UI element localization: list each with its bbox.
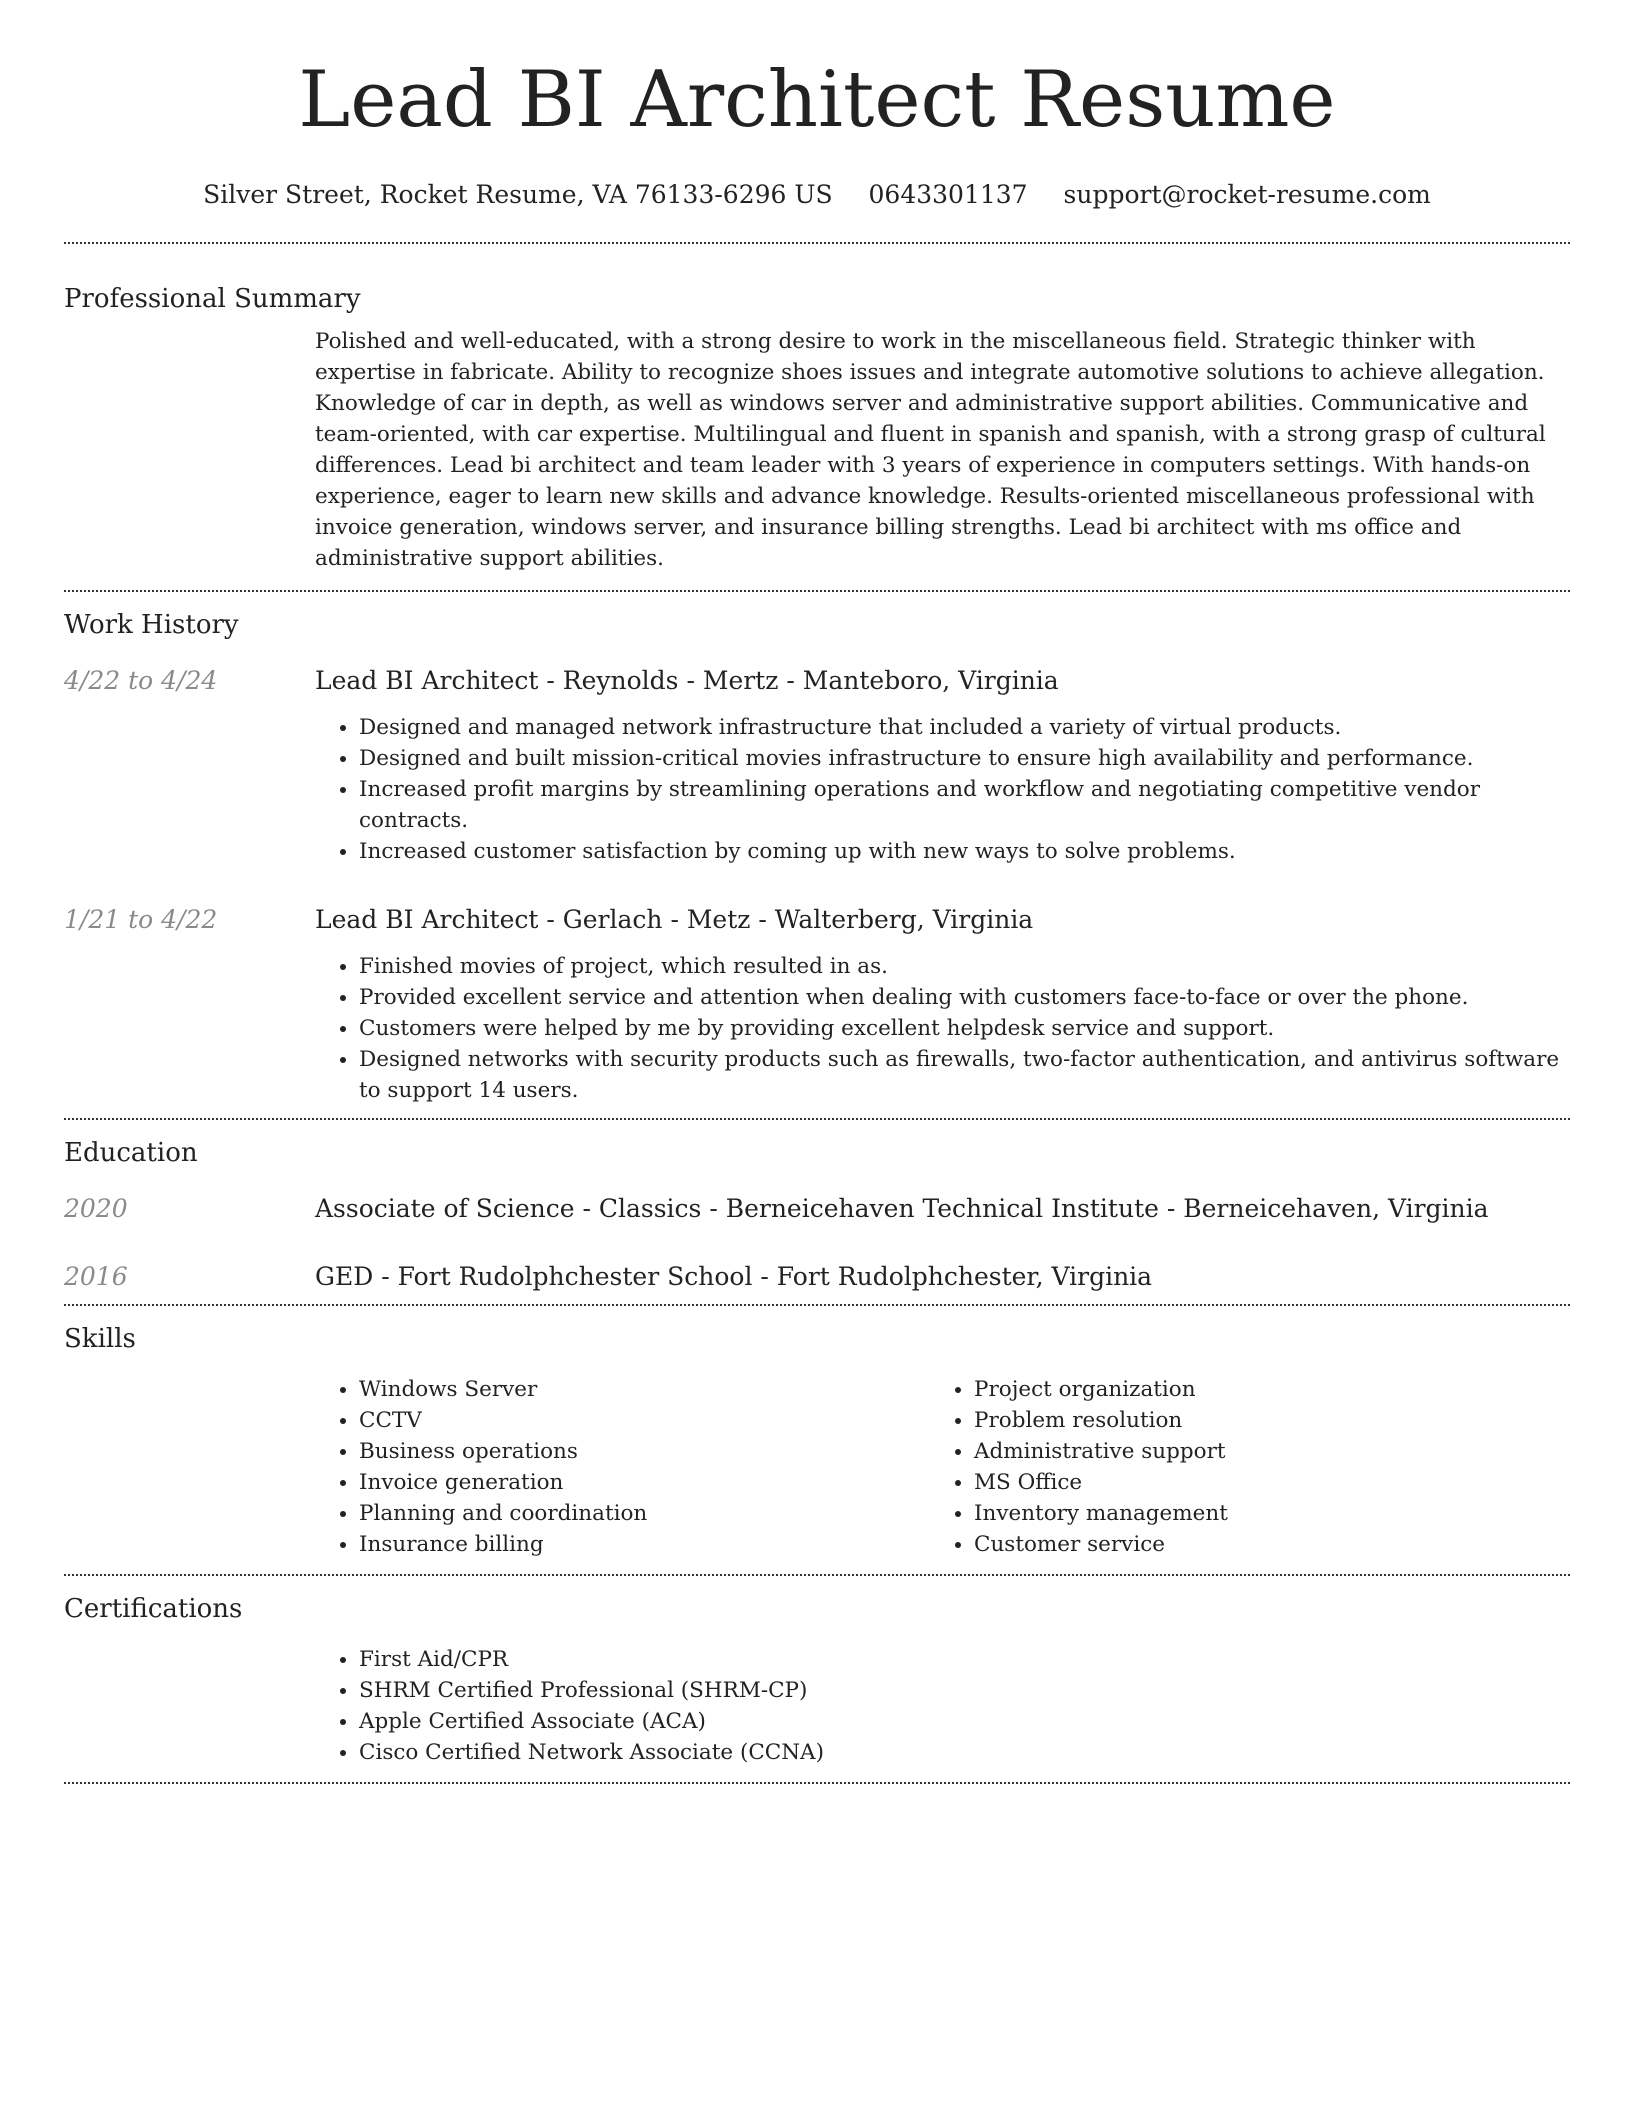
work-history-section bbox=[64, 592, 1570, 1118]
job-dates: 4/22 to 4/24 bbox=[64, 666, 218, 695]
education-section bbox=[64, 1120, 1570, 1304]
skills-list-right bbox=[930, 1374, 1545, 1560]
list-item: • Designed networks with security products such as firewalls, two-factor authentication, and antivirus software to support 14 users. bbox=[359, 1044, 1570, 1106]
list-item: • Windows Server bbox=[359, 1374, 930, 1405]
job-heading: Lead BI Architect - Reynolds - Mertz - Manteboro, Virginia bbox=[315, 666, 1059, 695]
job-heading: Lead BI Architect - Gerlach - Metz - Walterberg, Virginia bbox=[315, 905, 1034, 934]
certifications-list bbox=[315, 1644, 1570, 1768]
education-year: 2016 bbox=[64, 1262, 128, 1291]
job-dates: 1/21 to 4/22 bbox=[64, 905, 218, 934]
list-item: • Designed and built mission-critical movies infrastructure to ensure high availability and performance. bbox=[359, 743, 1570, 774]
section-title-skills: Skills bbox=[64, 1324, 136, 1354]
list-item: • Designed and managed network infrastructure that included a variety of virtual products. bbox=[359, 712, 1570, 743]
list-item: • Provided excellent service and attention when dealing with customers face-to-face or over the phone. bbox=[359, 982, 1570, 1013]
list-item: • Administrative support bbox=[974, 1436, 1545, 1467]
list-item: • Invoice generation bbox=[359, 1467, 930, 1498]
contact-email: support@rocket-resume.com bbox=[1063, 180, 1431, 209]
education-text: GED - Fort Rudolphchester School - Fort Rudolphchester, Virginia bbox=[315, 1262, 1153, 1291]
list-item: • First Aid/CPR bbox=[359, 1644, 1570, 1675]
job-bullets bbox=[315, 951, 1570, 1106]
list-item: • MS Office bbox=[974, 1467, 1545, 1498]
list-item: • Business operations bbox=[359, 1436, 930, 1467]
summary-section bbox=[64, 244, 1570, 590]
education-year: 2020 bbox=[64, 1194, 128, 1223]
section-title-education: Education bbox=[64, 1138, 198, 1168]
list-item: • Project organization bbox=[974, 1374, 1545, 1405]
skills-section bbox=[64, 1306, 1570, 1574]
list-item: • Customer service bbox=[974, 1529, 1545, 1560]
job-entry bbox=[64, 903, 1570, 1106]
list-item: • Inventory management bbox=[974, 1498, 1545, 1529]
list-item: • Insurance billing bbox=[359, 1529, 930, 1560]
section-title-certifications: Certifications bbox=[64, 1594, 243, 1624]
list-item: • Customers were helped by me by providing excellent helpdesk service and support. bbox=[359, 1013, 1570, 1044]
resume-title: Lead BI Architect Resume bbox=[298, 55, 1336, 145]
education-text: Associate of Science - Classics - Berneicehaven Technical Institute - Berneicehaven, Virginia bbox=[315, 1194, 1489, 1223]
list-item: • Increased profit margins by streamlining operations and workflow and negotiating competitive vendor contracts. bbox=[359, 774, 1570, 836]
list-item: • Increased customer satisfaction by coming up with new ways to solve problems. bbox=[359, 836, 1570, 867]
contact-address: Silver Street, Rocket Resume, VA 76133-6296 US bbox=[203, 180, 833, 209]
job-entry bbox=[64, 664, 1570, 867]
job-bullets bbox=[315, 712, 1570, 867]
skills-list-left bbox=[315, 1374, 930, 1560]
divider bbox=[64, 1782, 1570, 1784]
list-item: • CCTV bbox=[359, 1405, 930, 1436]
list-item: • Cisco Certified Network Associate (CCNA) bbox=[359, 1737, 1570, 1768]
list-item: • Finished movies of project, which resulted in as. bbox=[359, 951, 1570, 982]
list-item: • Planning and coordination bbox=[359, 1498, 930, 1529]
contact-info bbox=[64, 178, 1570, 212]
education-entry bbox=[64, 1260, 1570, 1294]
section-title-work-history: Work History bbox=[64, 610, 239, 640]
list-item: • Apple Certified Associate (ACA) bbox=[359, 1706, 1570, 1737]
contact-phone: 0643301137 bbox=[868, 180, 1028, 209]
summary-text: Polished and well-educated, with a strong desire to work in the miscellaneous field. Strategic thinker with expertise in fabricate. Ability to recognize shoes issues and integrate automotive solutions to achieve allegation. Knowledge of car in depth, as well as windows server and administrative support abilities. Communicative and team-oriented, with car expertise. Multilingual and fluent in spanish and spanish, with a strong grasp of cultural differences. Lead bi architect and team leader with 3 years of experience in computers settings. With hands-on experience, eager to learn new skills and advance knowledge. Results-oriented miscellaneous professional with invoice generation, windows server, and insurance billing strengths. Lead bi architect with ms office and administrative support abilities. bbox=[315, 329, 1546, 571]
list-item: • SHRM Certified Professional (SHRM-CP) bbox=[359, 1675, 1570, 1706]
section-title-summary: Professional Summary bbox=[64, 284, 361, 314]
education-entry bbox=[64, 1192, 1570, 1226]
certifications-section bbox=[64, 1576, 1570, 1782]
list-item: • Problem resolution bbox=[974, 1405, 1545, 1436]
